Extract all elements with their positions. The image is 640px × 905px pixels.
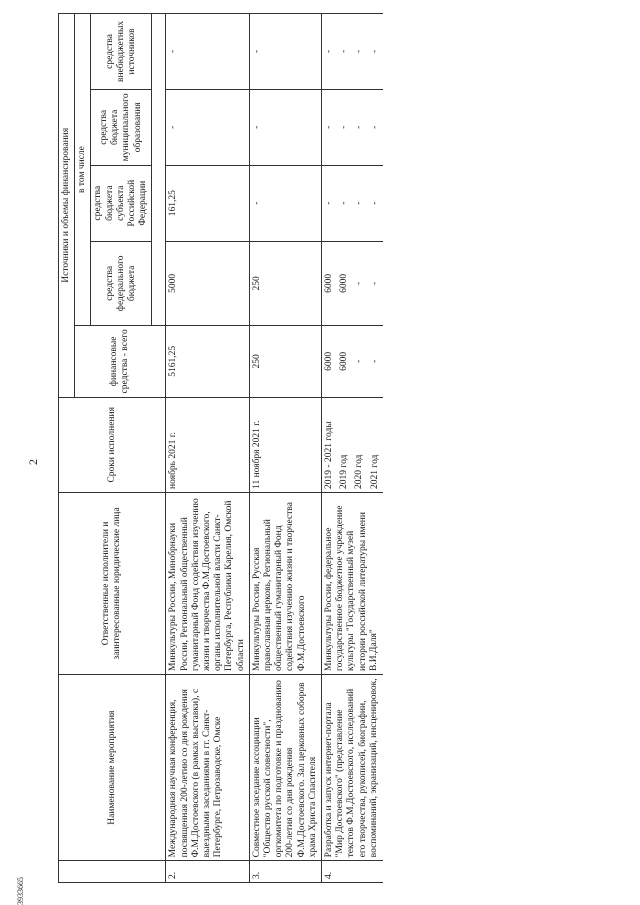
header-subj: средства бюджета субъекта Российской Федерации [91, 165, 152, 241]
row-extra: - [166, 14, 249, 90]
header-num [59, 861, 166, 883]
row-num: 3. [249, 861, 321, 883]
row-term: 2019 - 2021 годы [322, 397, 338, 492]
row-mun: - [166, 89, 249, 165]
header-sources: Источники и объемы финансирования [59, 14, 75, 398]
row-fed: 6000 [337, 241, 352, 326]
row-name: Разработка и запуск интернет-портала "Мир Достоевского" (представление текстов Ф.М.Достоевского, исследований его творчества, рукописей, биографии, воспоминаний, экранизаций, инсценировок, [322, 674, 383, 860]
row-total: - [368, 326, 383, 398]
header-including: в том числе [75, 14, 91, 326]
row-mun: - [368, 89, 383, 165]
row-extra: - [322, 14, 338, 90]
row-subj: - [249, 165, 321, 241]
header-name: Наименование мероприятия [59, 674, 166, 860]
row-mun: - [352, 89, 367, 165]
row-total: 6000 [337, 326, 352, 398]
row-term: 2019 год [337, 397, 352, 492]
header-spacer [152, 14, 166, 326]
row-exec: Минкультуры России, Русская православная церковь, Региональный общественный гуманитарный Фонд содействия изучению жизни и творчества Ф.М.Достоевского [249, 492, 321, 674]
table-row [249, 14, 321, 883]
row-mun: - [249, 89, 321, 165]
row-num: 2. [166, 861, 249, 883]
row-fed: 250 [249, 241, 321, 326]
row-exec: Минкультуры России, федеральное государственное бюджетное учреждение культуры "Государственный музей истории российской литературы имени В.И.Даля" [322, 492, 383, 674]
row-subj: - [322, 165, 338, 241]
row-extra: - [368, 14, 383, 90]
row-subj: - [337, 165, 352, 241]
row-name: Международная научная конференция, посвященная 200-летию со дня рождения Ф.М.Достоевского (в рамках выставки), с выездными заседаниями в гг. Санкт-Петербурге, Петрозаводске, Омске [166, 674, 249, 860]
row-total: 5161,25 [166, 326, 249, 398]
header-total: финансовые средства - всего [75, 326, 166, 398]
header-fed: средства федерального бюджета [91, 241, 152, 326]
row-total: 6000 [322, 326, 338, 398]
table-row [166, 14, 249, 883]
header-extra: средства внебюджетных источников [91, 14, 152, 90]
row-fed: - [368, 241, 383, 326]
row-mun: - [337, 89, 352, 165]
row-extra: - [249, 14, 321, 90]
row-term: 2020 год [352, 397, 367, 492]
row-term: 2021 год [368, 397, 383, 492]
financing-table [58, 13, 383, 883]
row-subj: - [352, 165, 367, 241]
header-exec: Ответственные исполнители и заинтересованные юридические лица [59, 492, 166, 674]
row-fed: 6000 [322, 241, 338, 326]
row-name: Совместное заседание ассоциации "Общество русской словесности", оргкомитета по подготовке и празднованию 200-летия со дня рождения Ф.М.Достоевского. Зал церковных соборов храма Христа Спасителя [249, 674, 321, 860]
row-total: - [352, 326, 367, 398]
header-term: Сроки исполнения [59, 397, 166, 492]
row-fed: 5000 [166, 241, 249, 326]
row-subj: - [368, 165, 383, 241]
table-row [322, 14, 338, 883]
row-total: 250 [249, 326, 321, 398]
row-term: 11 ноября 2021 г. [249, 397, 321, 492]
row-mun: - [322, 89, 338, 165]
row-num: 4. [322, 861, 383, 883]
row-fed: - [352, 241, 367, 326]
row-term: ноябрь 2021 г. [166, 397, 249, 492]
document-id: 3933665 [16, 877, 25, 905]
row-extra: - [337, 14, 352, 90]
row-extra: - [352, 14, 367, 90]
page-number: 2 [26, 459, 40, 465]
header-mun: средства бюджета муниципального образования [91, 89, 152, 165]
row-subj: 161,25 [166, 165, 249, 241]
row-exec: Минкультуры России, Минобрнауки России, Региональный общественный гуманитарный Фонд содействия изучению жизни и творчества Ф.М.Достоевского, органы исполнительной власти Санкт-Петербурга, Республики Карелия, Омской области [166, 492, 249, 674]
